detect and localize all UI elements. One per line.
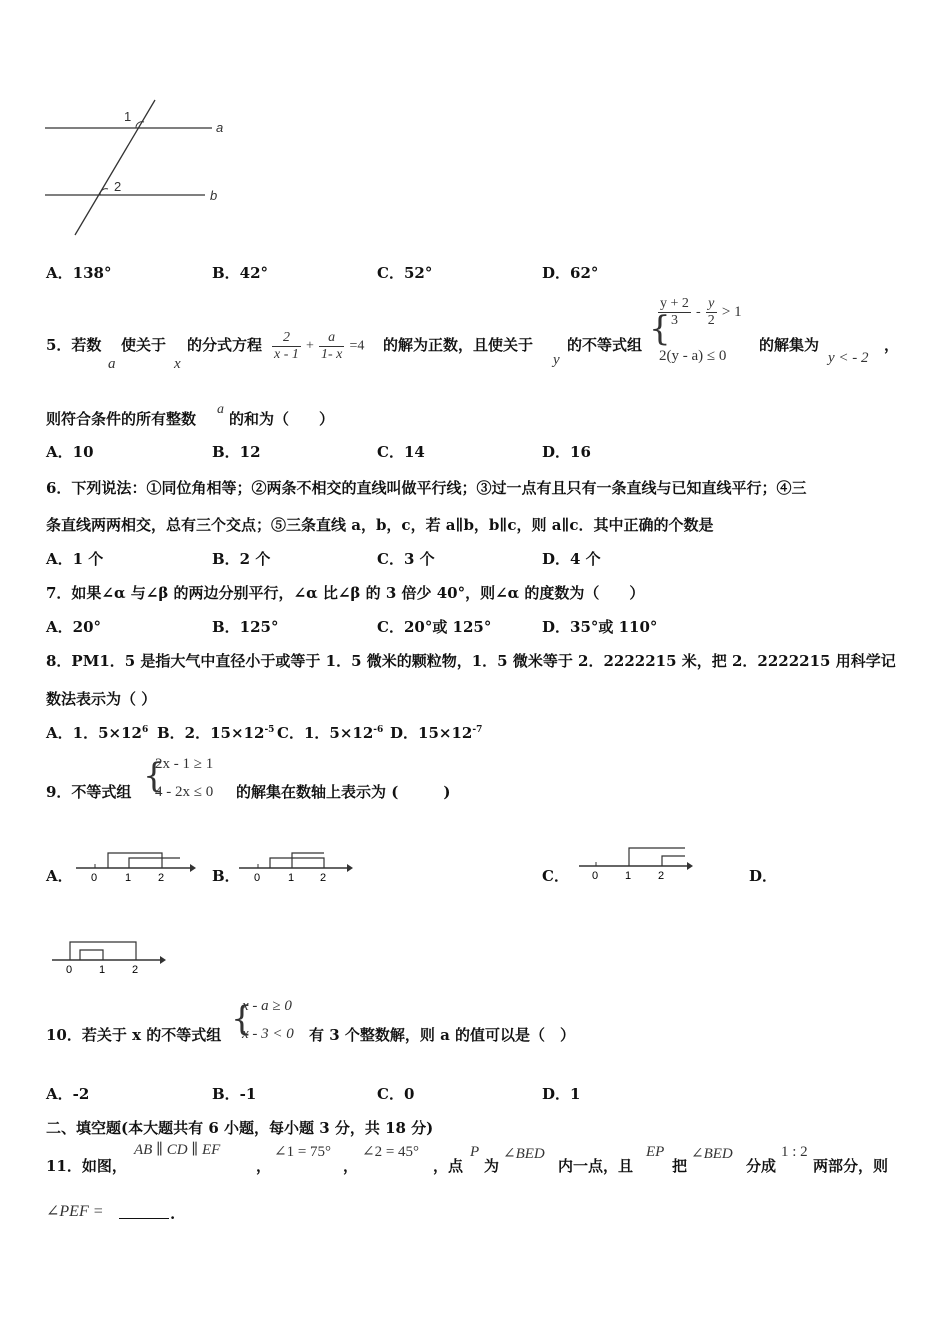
q10-system-brace: { (231, 999, 253, 1039)
q6-option-c: C．3 个 (377, 550, 435, 568)
q8-option-d-base: D．15×12 (390, 724, 473, 742)
q8-option-b-exp: -5 (264, 725, 275, 735)
q8-option-c-exp: -6 (373, 725, 384, 735)
q8-option-d-exp: -7 (472, 725, 483, 735)
q5-line-2-var: a (217, 402, 224, 417)
q7-option-c: C．20°或 125° (377, 618, 492, 636)
q9c-tick-0: 0 (592, 870, 599, 882)
q5-text-2: 使关于 (121, 336, 167, 354)
q11-answer-blank[interactable] (119, 1218, 169, 1219)
q9a-tick-0: 0 (91, 872, 98, 884)
q5-prefix: 5．若数 (46, 336, 102, 354)
q10-system-line-2: x - 3 < 0 (242, 1026, 294, 1042)
q5-frac-1 (272, 330, 301, 363)
q9b-tick-0: 0 (254, 872, 261, 884)
q5-option-b: B．12 (212, 443, 261, 461)
q9d-tick-2: 2 (132, 964, 139, 976)
q11-text-5: 分成 (746, 1157, 777, 1175)
q8-option-b-base: B．2．15×12 (157, 724, 265, 742)
q5-frac2-num: a (319, 330, 344, 347)
q9-prefix: 9．不等式组 (46, 783, 132, 801)
q9d-tick-0: 0 (66, 964, 73, 976)
q5-text-4: 的解为正数，且使关于 (383, 336, 534, 354)
q5-sys-den1: 3 (670, 313, 678, 328)
parallel-lines-figure (40, 95, 240, 245)
q5-var-x: x (174, 356, 181, 372)
q5-var-a: a (108, 356, 116, 372)
q11-ray-ep: EP (646, 1144, 665, 1160)
q11-line-2-tail: . (170, 1205, 176, 1223)
q4-option-a: A．138° (46, 264, 112, 282)
q9c-tick-2: 2 (658, 870, 665, 882)
q10-prefix: 10．若关于 x 的不等式组 (46, 1026, 222, 1044)
q10-option-c: C．0 (377, 1085, 415, 1103)
q6-option-a: A．1 个 (46, 550, 104, 568)
q7-option-d: D．35°或 110° (542, 618, 658, 636)
q5-system-line-2: 2(y - a) ≤ 0 (659, 348, 727, 364)
q9-option-c-number-line (575, 842, 700, 884)
q5-text-3: 的分式方程 (187, 336, 263, 354)
q5-line-2-text: 则符合条件的所有整数 (46, 410, 197, 428)
q8-option-c-base: C．1．5×12 (277, 724, 374, 742)
q9a-tick-2: 2 (158, 872, 165, 884)
q8-option-d (390, 722, 482, 743)
q11-sep-1: ， (256, 1157, 272, 1175)
section-2-title: 二、填空题(本大题共有 6 小题，每小题 3 分，共 18 分) (46, 1119, 434, 1137)
q11-angle-2: ∠2 = 45° (362, 1144, 420, 1160)
q5-equation (272, 330, 364, 363)
q6-option-d: D．4 个 (542, 550, 601, 568)
line-a-label: a (216, 120, 224, 135)
q5-sys-num1: y + 2 (660, 296, 689, 311)
q11-angle-pef: ∠PEF = (46, 1203, 104, 1220)
q4-option-d: D．62° (542, 264, 599, 282)
q5-sys-num2: y (706, 296, 717, 313)
q11-text-6: 两部分，则 (813, 1157, 889, 1175)
q10-system-line-1: x - a ≥ 0 (242, 998, 292, 1014)
q9b-tick-1: 1 (288, 872, 295, 884)
q9-system-line-2: 4 - 2x ≤ 0 (155, 784, 214, 800)
q4-option-b: B．42° (212, 264, 269, 282)
q9-system-line-1: 2x - 1 ≥ 1 (155, 756, 214, 772)
q5-sys-rhs: > 1 (721, 304, 742, 320)
q5-frac2-den: 1- x (320, 347, 343, 362)
q8-line-2: 数法表示为（ ） (46, 690, 157, 708)
q11-point-p: P (470, 1144, 480, 1160)
q5-text-5: 的不等式组 (567, 336, 643, 354)
q5-plus: + (305, 338, 314, 354)
q4-option-c: C．52° (377, 264, 433, 282)
q9-option-d-number-line (50, 936, 175, 978)
q5-system-line-1 (658, 296, 742, 329)
q11-text-4: 把 (672, 1157, 688, 1175)
q5-var-y: y (553, 352, 560, 368)
q11-parallel-lines: AB ∥ CD ∥ EF (134, 1142, 221, 1158)
q5-comma: ， (884, 336, 900, 354)
q5-frac1-num: 2 (272, 330, 301, 347)
q9b-tick-2: 2 (320, 872, 327, 884)
q9-option-b-label: B． (212, 867, 240, 885)
q10-suffix: 有 3 个整数解，则 a 的值可以是（ ） (309, 1026, 576, 1044)
q9a-tick-1: 1 (125, 872, 132, 884)
q7-option-a: A．20° (46, 618, 102, 636)
q9-option-a-label: A． (46, 867, 73, 885)
angle-2-label: 2 (114, 179, 122, 194)
q8-line-1: 8．PM1．5 是指大气中直径小于或等于 1．5 微米的颗粒物，1．5 微米等于 2．2222215 米，把 2．2222215 用科学记 (46, 652, 896, 670)
q5-rhs: =4 (349, 338, 365, 354)
q11-text-2: 为 (484, 1157, 500, 1175)
q8-option-c (277, 722, 383, 743)
q9-option-c-label: C． (542, 867, 569, 885)
q10-option-a: A．-2 (46, 1085, 90, 1103)
q6-line-2: 条直线两两相交，总有三个交点；⑤三条直线 a，b，c，若 a∥b，b∥c，则 a∥c．其中正确的个数是 (46, 516, 714, 534)
q11-angle-bed-2: ∠BED (691, 1146, 733, 1162)
q5-sys-frac-1 (658, 296, 691, 329)
q9-suffix: 的解集在数轴上表示为 ( ) (236, 783, 451, 801)
q11-angle-1: ∠1 = 75° (274, 1144, 332, 1160)
q8-option-a-base: A．1．5×12 (46, 724, 142, 742)
q11-ratio: 1 : 2 (781, 1144, 808, 1160)
q9-system-brace: { (143, 756, 165, 796)
q11-sep-2: ， (343, 1157, 359, 1175)
q5-text-6: 的解集为 (759, 336, 820, 354)
q6-option-b: B．2 个 (212, 550, 271, 568)
q8-option-a-exp: 6 (141, 725, 149, 735)
q11-text-1: ，点 (433, 1157, 464, 1175)
q9d-tick-1: 1 (99, 964, 106, 976)
q5-solution: y < - 2 (828, 350, 869, 366)
line-b-label: b (210, 188, 218, 203)
q5-system-brace: { (649, 309, 671, 349)
q7-text: 7．如果∠α 与∠β 的两边分别平行，∠α 比∠β 的 3 倍少 40°，则∠α 的度数为（ ） (46, 584, 645, 602)
q10-option-b: B．-1 (212, 1085, 257, 1103)
q5-line-2-tail: 的和为（ ） (229, 410, 335, 428)
q11-prefix: 11．如图， (46, 1157, 127, 1175)
q5-sys-minus: - (696, 304, 701, 320)
q11-text-3: 内一点，且 (558, 1157, 634, 1175)
q5-sys-den2: 2 (707, 313, 715, 328)
q9-option-b-number-line (235, 848, 360, 890)
q5-frac1-den: x - 1 (274, 347, 299, 362)
q5-option-c: C．14 (377, 443, 425, 461)
q7-option-b: B．125° (212, 618, 279, 636)
q8-option-a (46, 722, 148, 743)
q9-option-a-number-line (72, 848, 197, 890)
q9-option-d-label: D． (749, 867, 778, 885)
q5-option-d: D．16 (542, 443, 591, 461)
q9c-tick-1: 1 (625, 870, 632, 882)
angle-1-label: 1 (124, 109, 132, 124)
q5-sys-frac-2 (706, 296, 717, 329)
q5-option-a: A．10 (46, 443, 94, 461)
q11-angle-bed: ∠BED (503, 1146, 545, 1162)
q10-option-d: D．1 (542, 1085, 581, 1103)
q5-frac-2 (319, 330, 344, 363)
q8-option-b (157, 722, 274, 743)
q6-line-1: 6．下列说法：①同位角相等；②两条不相交的直线叫做平行线；③过一点有且只有一条直线与已知直线平行；④三 (46, 479, 807, 497)
